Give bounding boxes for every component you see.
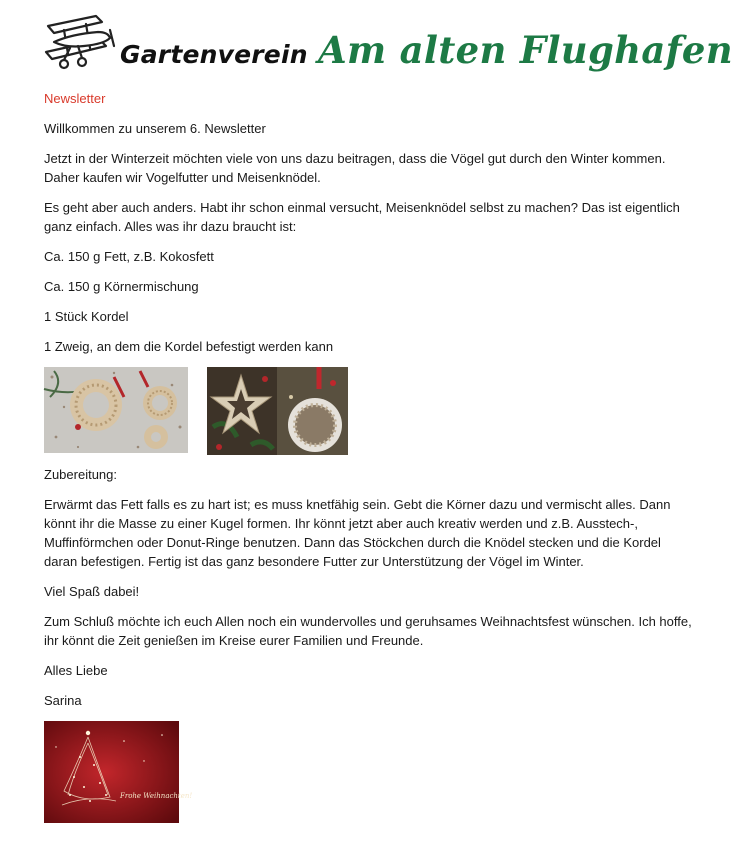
ingredient-item: 1 Stück Kordel xyxy=(44,309,129,324)
preparation-heading: Zubereitung: xyxy=(44,467,117,482)
newsletter-body xyxy=(44,89,694,823)
enjoy-text: Viel Spaß dabei! xyxy=(44,584,140,599)
ingredient-item: Ca. 150 g Körnermischung xyxy=(44,279,199,294)
brand-name-am-alten-flughafen: Am alten Flughafen xyxy=(318,28,733,72)
ingredient-item: 1 Zweig, an dem die Kordel befestigt werden kann xyxy=(44,339,334,354)
brand-name-gartenverein: Gartenverein xyxy=(120,40,308,69)
ingredient-item: Ca. 150 g Fett, z.B. Kokosfett xyxy=(44,249,214,264)
seed-wreath-photo xyxy=(44,367,188,453)
biplane-icon xyxy=(44,12,116,72)
newsletter-header xyxy=(44,10,733,74)
christmas-card-image xyxy=(44,721,193,823)
closing-paragraph: Zum Schluß möchte ich euch Allen noch ein wundervolles und geruhsames Weihnachtsfest wünschen. Ich hoffe, ihr könnt die Zeit genießen im Kreise eurer Familien und Freunde. xyxy=(44,614,692,648)
newsletter-label: Newsletter xyxy=(44,91,106,106)
intro-paragraph: Jetzt in der Winterzeit möchten viele von uns dazu beitragen, dass die Vögel gut durch den Winter kommen. Daher kaufen wir Vogelfutter und Meisenknödel. xyxy=(44,151,666,185)
signoff-text: Alles Liebe xyxy=(44,663,108,678)
star-and-ball-feeder-photo xyxy=(207,367,348,455)
author-name: Sarina xyxy=(44,693,82,708)
preparation-paragraph: Erwärmt das Fett falls es zu hart ist; es muss knetfähig sein. Gebt die Körner dazu und vermischt alles. Dann könnt ihr die Masse zu einer Kugel formen. Ihr könnt jetzt aber auch kreativ werden und z.B. Ausstech-, Muffinförmchen oder Donut-Ringe benutzen. Dann das Stöckchen durch die Knödel stecken und die Kordel daran befestigen. Fertig ist das ganz besondere Futter zur Unterstützung der Vögel im Winter. xyxy=(44,497,671,569)
recipe-intro-paragraph: Es geht aber auch anders. Habt ihr schon einmal versucht, Meisenknödel selbst zu machen? Das ist eigentlich ganz einfach. Alles was ihr dazu braucht ist: xyxy=(44,200,680,234)
recipe-photos xyxy=(44,367,694,455)
card-greeting-text: Frohe Weihnachten! xyxy=(120,792,193,800)
welcome-text: Willkommen zu unserem 6. Newsletter xyxy=(44,121,266,136)
